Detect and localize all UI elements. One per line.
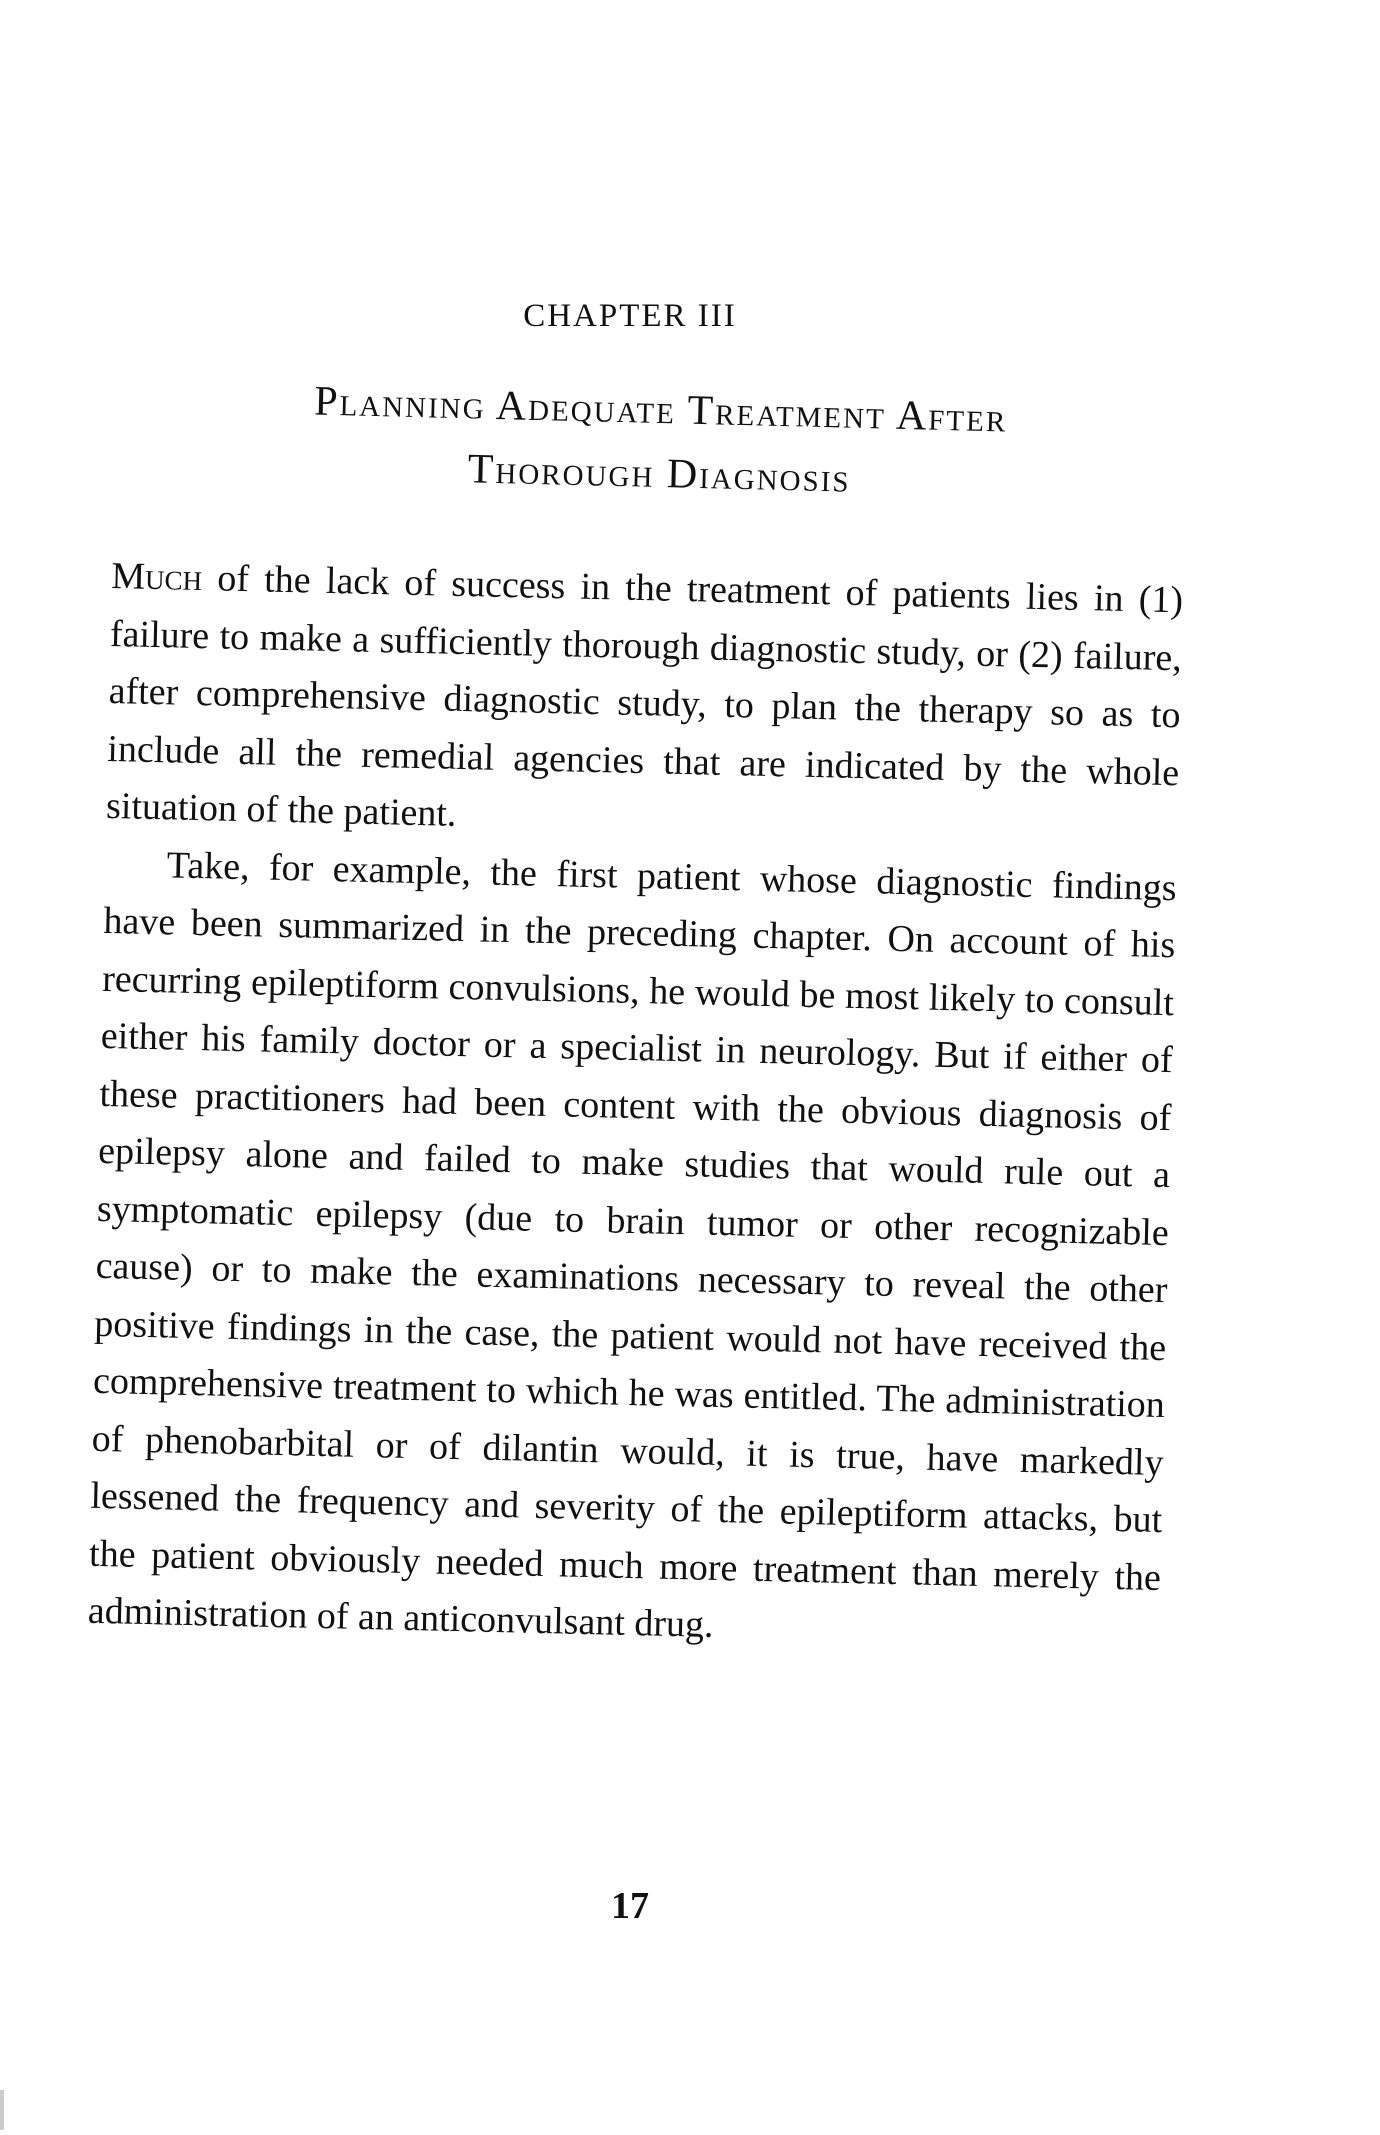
page-number: 17 xyxy=(611,1885,649,1927)
paragraph-1-text: of the lack of success in the treatment of patients lies in (1) failure to make a sufficiently thorough diagnostic study, or (2) failure, after comprehensive diagnostic study, to plan the therapy so as to include all the remedial agencies that are indicated by the whole situation of the patient. xyxy=(105,557,1184,835)
body-text xyxy=(87,548,1184,1665)
paragraph-1 xyxy=(105,548,1183,860)
scan-margin-mark xyxy=(0,2090,4,2130)
chapter-title-line-1: Planning Adequate Treatment After xyxy=(313,378,1008,442)
chapter-title-line-2: Thorough Diagnosis xyxy=(467,446,852,502)
chapter-title xyxy=(159,366,1162,518)
paragraph-1-lead-word: Much xyxy=(110,554,203,600)
paragraph-2: Take, for example, the first patient whose diagnostic findings have been summarized in the preceding chapter. On account of his recurring epileptiform convulsions, he would be most likely to consult either his family doctor or a specialist in neurology. But if either of these practitioners had been content with the obvious diagnosis of epilepsy alone and failed to make studies that would rule out a symptomatic epilepsy (due to brain tumor or other recognizable cause) or to make the examinations necessary to reveal the other positive findings in the case, the patient would not have received the comprehensive treatment to which he was entitled. The administration of phenobarbital or of dilantin would, it is true, have markedly lessened the frequency and severity of the epileptiform attacks, but the patient obviously needed much more treatment than merely the administration of an anticonvulsant drug. xyxy=(87,843,1178,1646)
chapter-label: CHAPTER III xyxy=(523,298,737,334)
